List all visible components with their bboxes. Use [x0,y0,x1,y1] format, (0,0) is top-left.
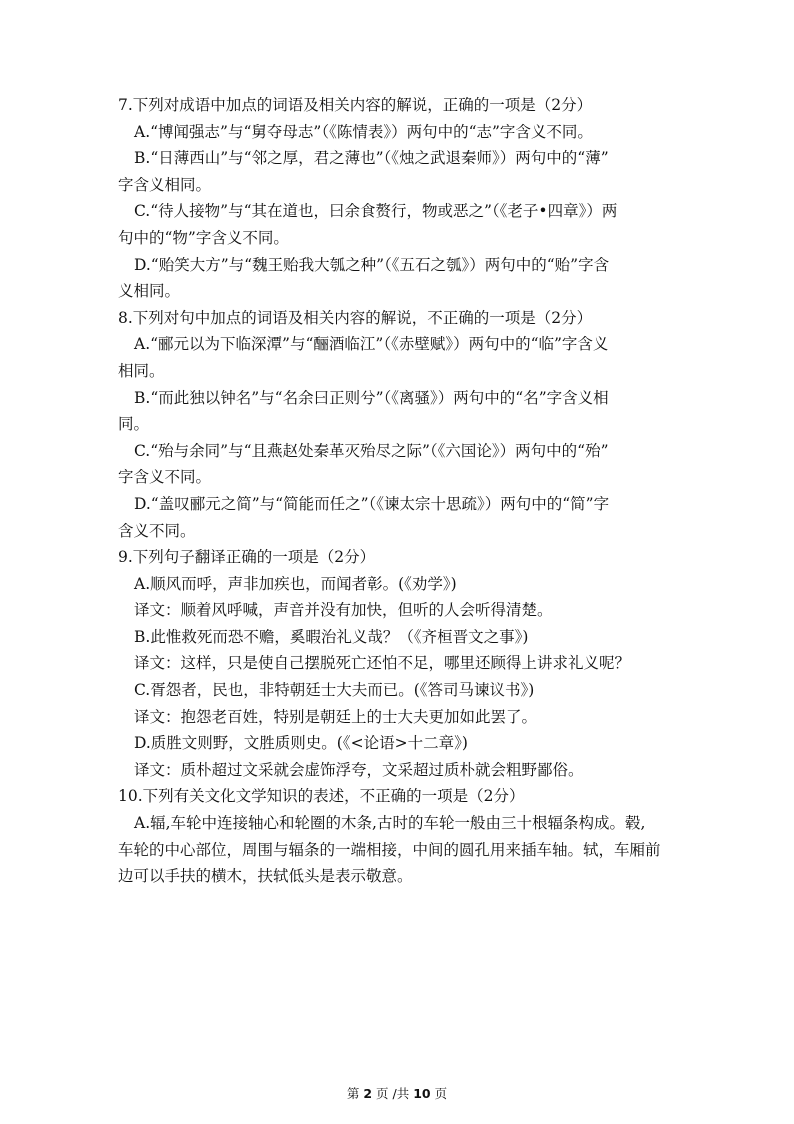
footer-total-pages: 10 [413,1086,431,1101]
option-line: D.质胜文则野，文胜质则史。(《<论语>十二章》) [134,734,468,753]
footer-suffix: 页 [430,1086,448,1101]
question-content [118,92,678,890]
continuation-line: 句中的“物”字含义不同。 [118,228,289,247]
question-stem: 8.下列对句中加点的词语及相关内容的解说，不正确的一项是（2分） [118,308,593,327]
footer-page-number: 2 [363,1086,373,1101]
question-stem: 9.下列句子翻译正确的一项是（2分） [118,548,376,567]
option-line: B.“而此独以钟名”与“名余曰正则兮”（《离骚》）两句中的“名”字含义相 [134,388,609,407]
continuation-line: 同。 [118,415,150,434]
option-line: D.“盖叹郦元之简”与“简能而任之”（《谏太宗十思疏》）两句中的“简”字 [134,494,610,513]
translation-line: 译文：质朴超过文采就会虚饰浮夸，文采超过质朴就会粗野鄙俗。 [134,760,584,779]
continuation-line: 字含义相同。 [118,175,212,194]
option-line: A.顺风而呼，声非加疾也，而闻者彰。(《劝学》) [134,574,457,593]
page-footer [0,1084,794,1102]
option-line: C.“殆与余同”与“且燕赵处秦革灭殆尽之际”（《六国论》）两句中的“殆” [134,441,609,460]
option-line: A.“郦元以为下临深潭”与“酾酒临江”（《赤壁赋》）两句中的“临”字含义 [134,335,609,354]
option-line: B.“日薄西山”与“邻之厚，君之薄也”（《烛之武退秦师》）两句中的“薄” [134,149,609,168]
translation-line: 译文：这样，只是使自己摆脱死亡还怕不足，哪里还顾得上讲求礼义呢？ [134,654,631,673]
continuation-line: 义相同。 [118,282,181,301]
footer-middle: 页 /共 [372,1086,414,1101]
continuation-line: 含义不同。 [118,521,196,540]
option-line: C.“待人接物”与“其在道也，曰余食赘行，物或恶之”（《老子•四章》）两 [134,202,618,221]
footer-prefix: 第 [346,1086,364,1101]
translation-line: 译文：抱怨老百姓，特别是朝廷上的士大夫更加如此罢了。 [134,707,538,726]
translation-line: 译文：顺着风呼喊，声音并没有加快，但听的人会听得清楚。 [134,601,553,620]
option-line: D.“贻笑大方”与“魏王贻我大瓠之种”（《五石之瓠》）两句中的“贻”字含 [134,255,610,274]
option-line: B.此惟救死而恐不赡，奚暇治礼义哉？（《齐桓晋文之事》) [134,627,529,646]
option-line: C.胥怨者，民也，非特朝廷士大夫而已。(《答司马谏议书》) [134,681,535,700]
option-line: A.“博闻强志”与“舅夺母志”（《陈情表》）两句中的“志”字含义不同。 [134,122,593,141]
continuation-line: 字含义不同。 [118,468,212,487]
continuation-line: 边可以手扶的横木，扶轼低头是表示敬意。 [118,867,413,886]
question-stem: 7.下列对成语中加点的词语及相关内容的解说，正确的一项是（2分） [118,96,593,114]
continuation-line: 相同。 [118,361,165,380]
option-line: A.辐,车轮中连接轴心和轮圈的木条,古时的车轮一般由三十根辐条构成。毂, [134,814,646,833]
continuation-line: 车轮的中心部位，周围与辐条的一端相接，中间的圆孔用来插车轴。轼，车厢前 [118,840,661,859]
question-stem: 10.下列有关文化文学知识的表述，不正确的一项是（2分） [118,787,525,806]
